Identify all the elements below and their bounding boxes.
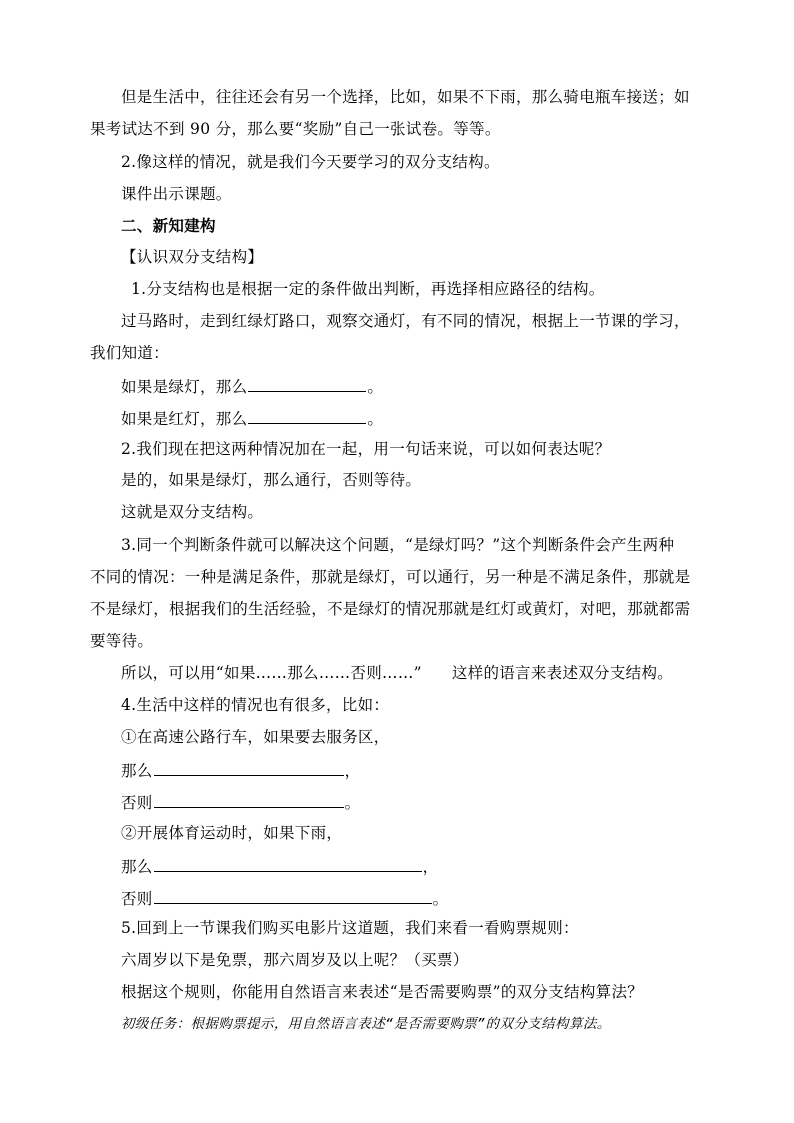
fill-in-line [121, 887, 448, 909]
answer-blank[interactable] [154, 887, 432, 904]
paragraph-line: 是的，如果是绿灯，那么通行，否则等待。 [121, 471, 422, 489]
fill-suffix: 。 [344, 794, 361, 812]
answer-blank[interactable] [154, 759, 344, 776]
paragraph-line: 这就是双分支结构。 [121, 503, 264, 521]
fill-prefix: 那么 [121, 858, 153, 876]
paragraph-segment: 所以，可以用“如果……那么……否则……” [121, 664, 422, 682]
fill-suffix: 。 [367, 410, 384, 428]
subsection-heading: 【认识双分支结构】 [121, 248, 264, 266]
answer-blank[interactable] [248, 375, 366, 392]
answer-blank[interactable] [154, 855, 422, 872]
fill-in-line [121, 791, 360, 813]
fill-in-line [121, 375, 383, 397]
fill-in-line [121, 855, 438, 877]
fill-suffix: ， [422, 858, 439, 876]
fill-prefix: 否则 [121, 890, 153, 908]
paragraph-line: 课件出示课题。 [121, 185, 232, 203]
paragraph-line: 2.像这样的情况，就是我们今天要学习的双分支结构。 [121, 153, 500, 171]
paragraph-line [121, 663, 673, 683]
paragraph-line: 果考试达不到 90 分，那么要“奖励”自己一张试卷。等等。 [90, 120, 501, 138]
paragraph-line: 不同的情况：一种是满足条件，那就是绿灯，可以通行，另一种是不满足条件，那就是 [90, 568, 691, 586]
paragraph-line: 根据这个规则，你能用自然语言来表述“是否需要购票”的双分支结构算法？ [121, 983, 644, 1001]
paragraph-line: 但是生活中，往往还会有另一个选择，比如，如果不下雨，那么骑电瓶车接送；如 [121, 88, 690, 106]
paragraph-line: 要等待。 [90, 632, 154, 650]
task-note: 初级任务：根据购票提示，用自然语言表述“是否需要购票”的双分支结构算法。 [121, 1016, 611, 1032]
paragraph-line: 过马路时，走到红绿灯路口，观察交通灯，有不同的情况，根据上一节课的学习， [121, 312, 690, 330]
fill-suffix: 。 [367, 378, 384, 396]
answer-blank[interactable] [154, 791, 344, 808]
paragraph-segment: 这样的语言来表述双分支结构。 [451, 664, 674, 682]
fill-in-line [121, 407, 383, 429]
paragraph-line: 5.回到上一节课我们购买电影片这道题，我们来看一看购票规则： [121, 919, 579, 937]
paragraph-line: 3.同一个判断条件就可以解决这个问题，“是绿灯吗？”这个判断条件会产生两种 [121, 536, 675, 554]
paragraph-line: 我们知道： [90, 344, 170, 362]
paragraph-line: 2.我们现在把这两种情况加在一起，用一句话来说，可以如何表达呢？ [121, 440, 611, 458]
answer-blank[interactable] [248, 407, 366, 424]
fill-in-line [121, 759, 360, 781]
fill-prefix: 否则 [121, 794, 153, 812]
fill-suffix: ， [344, 762, 361, 780]
example-item: ②开展体育运动时，如果下雨， [121, 824, 343, 842]
fill-prefix: 那么 [121, 762, 153, 780]
paragraph-line: 不是绿灯，根据我们的生活经验，不是绿灯的情况那就是红灯或黄灯，对吧，那就都需 [90, 600, 691, 618]
fill-suffix: 。 [432, 890, 449, 908]
example-item: ①在高速公路行车，如果要去服务区， [121, 728, 390, 746]
paragraph-line: 1.分支结构也是根据一定的条件做出判断，再选择相应路径的结构。 [131, 280, 605, 298]
section-heading: 二、新知建构 [121, 216, 216, 235]
paragraph-line: 4.生活中这样的情况也有很多，比如： [121, 696, 390, 714]
fill-prefix: 如果是绿灯，那么 [121, 378, 248, 396]
paragraph-line: 六周岁以下是免票，那六周岁及以上呢？（买票） [121, 951, 469, 969]
fill-prefix: 如果是红灯，那么 [121, 410, 248, 428]
